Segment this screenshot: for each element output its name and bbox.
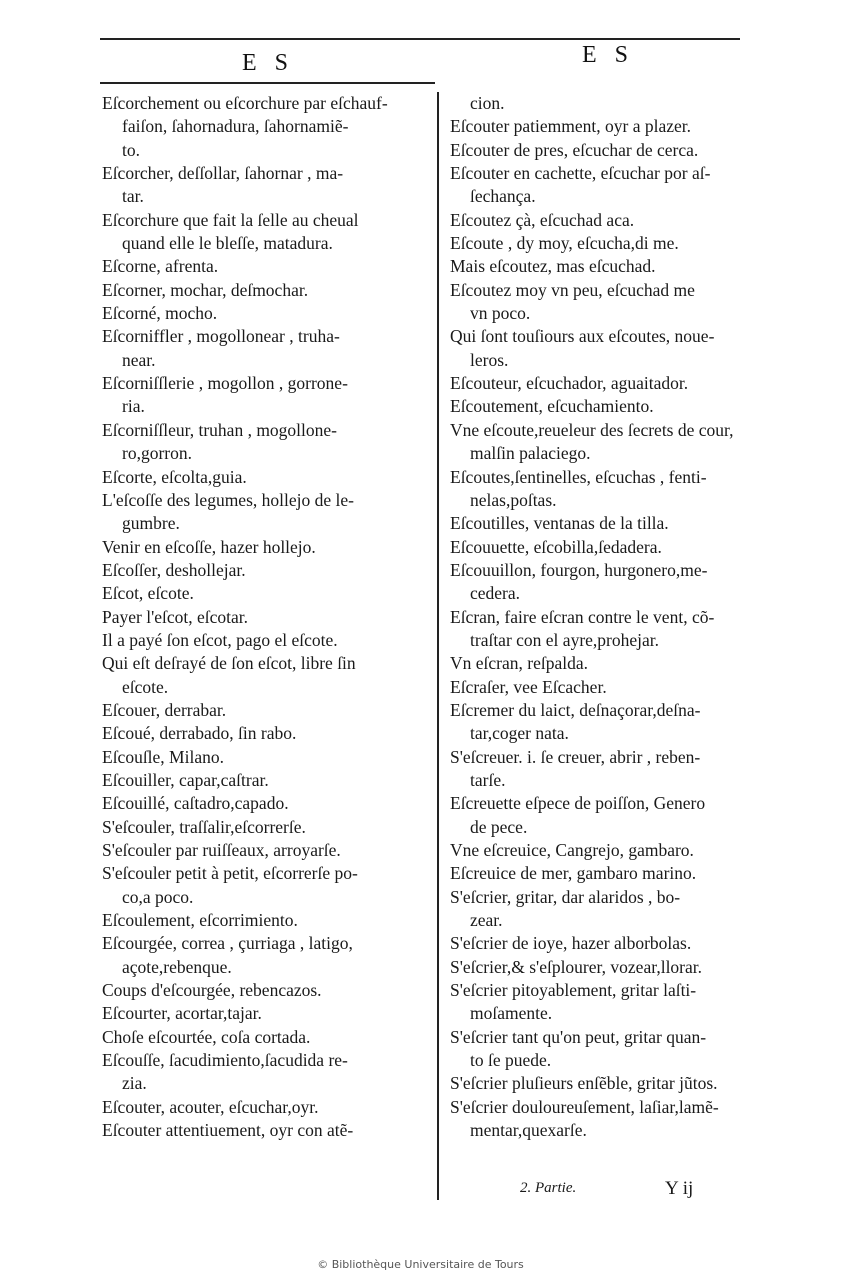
entry-line: Eſcoutez çà, eſcuchad aca. <box>450 209 635 230</box>
entry-line: tar. <box>122 186 144 207</box>
entry-line: Eſcreuette eſpece de poiſſon, Genero <box>450 793 706 814</box>
entry-line: co,a poco. <box>122 886 194 907</box>
column-divider <box>437 92 439 1200</box>
entry-line: Payer l'eſcot, eſcotar. <box>102 606 249 627</box>
entry-line: moſamente. <box>470 1003 553 1024</box>
top-rule <box>100 38 740 40</box>
entry-line: Eſcouter patiemment, oyr a plazer. <box>450 116 692 137</box>
entry-line: leros. <box>470 349 509 370</box>
entry-line: Eſcreuice de mer, gambaro marino. <box>450 863 697 884</box>
entry-line: Qui ſont touſiours aux eſcoutes, noue- <box>450 326 715 347</box>
entry-line: Il a payé ſon eſcot, pago el eſcote. <box>102 629 338 650</box>
entry-line: Eſcorte, eſcolta,guia. <box>102 466 247 487</box>
entry-line: ro,gorron. <box>122 443 192 464</box>
entry-line: Eſcoſſer, deshollejar. <box>102 559 246 580</box>
entry-line: açote,rebenque. <box>122 956 232 977</box>
entry-line: Vne eſcoute,reueleur des ſecrets de cour, <box>450 419 734 440</box>
entry-line: Eſcorniffler , mogollonear , truha- <box>102 326 340 347</box>
running-head-right: E S <box>582 42 635 68</box>
entry-line: Eſcourgée, correa , çurriaga , latigo, <box>102 933 353 954</box>
entry-line: Eſcouteur, eſcuchador, aguaitador. <box>450 373 689 394</box>
entry-line: S'eſcrier douloureuſement, laſiar,lamẽ- <box>450 1096 719 1117</box>
entry-line: Eſcoutement, eſcuchamiento. <box>450 396 654 417</box>
entry-line: malſin palaciego. <box>470 443 591 464</box>
entry-line: Eſcorchement ou eſcorchure par eſchauf- <box>102 93 388 113</box>
entry-line: tarſe. <box>470 769 506 790</box>
entry-line: de pece. <box>470 816 528 837</box>
entry-line: S'eſcouler par ruiſſeaux, arroyarſe. <box>102 840 341 860</box>
entry-line: to ſe puede. <box>470 1050 552 1071</box>
entry-line: Eſcoute , dy moy, eſcucha,di me. <box>450 233 679 254</box>
entry-line: ſechança. <box>470 186 536 207</box>
entry-line: gumbre. <box>122 513 180 534</box>
entry-line: S'eſcrier, gritar, dar alaridos , bo- <box>450 886 681 907</box>
entry-line: tar,coger nata. <box>470 723 569 744</box>
entry-line: S'eſcrier pluſieurs enſẽble, gritar jũtos. <box>450 1073 718 1094</box>
entry-line: S'eſcrier pitoyablement, gritar laſti- <box>450 980 697 1001</box>
entry-line: Eſcremer du laict, deſnaçorar,deſna- <box>450 699 701 720</box>
entry-line: Eſcorner, mochar, deſmochar. <box>102 279 309 300</box>
entry-line: cedera. <box>470 583 521 604</box>
entry-line: S'eſcrier de ioye, hazer alborbolas. <box>450 933 692 954</box>
entry-line: Eſcoutilles, ventanas de la tilla. <box>450 513 669 534</box>
entry-line: near. <box>122 349 156 370</box>
entry-line: Eſcouter, acouter, eſcuchar,oyr. <box>102 1096 319 1117</box>
entry-line: Qui eſt deſrayé de ſon eſcot, libre ſin <box>102 653 356 674</box>
entry-line: Eſcouer, derrabar. <box>102 699 227 720</box>
entry-line: Mais eſcoutez, mas eſcuchad. <box>450 256 656 277</box>
entry-line: vn poco. <box>470 303 531 324</box>
right-column <box>450 92 772 1142</box>
running-head-left: E S <box>242 50 295 76</box>
entry-line: Eſcoulement, eſcorrimiento. <box>102 910 298 931</box>
entry-line: Eſcorné, mocho. <box>102 303 218 324</box>
entry-line: Choſe eſcourtée, coſa cortada. <box>102 1026 311 1047</box>
entry-line: zia. <box>122 1073 147 1094</box>
entry-line: Eſcoutez moy vn peu, eſcuchad me <box>450 279 695 300</box>
entry-line: S'eſcouler, traſſalir,eſcorrerſe. <box>102 816 306 837</box>
gathering-mark: Y ij <box>665 1178 694 1199</box>
entry-line: Eſcouiller, capar,caſtrar. <box>102 769 269 790</box>
entry-line: Eſcorniſſlerie , mogollon , gorrone- <box>102 373 348 394</box>
entry-line: Eſcouuillon, fourgon, hurgonero,me- <box>450 559 708 580</box>
entry-line: nelas,poſtas. <box>470 489 557 510</box>
entry-line: Eſcorchure que fait la ſelle au cheual <box>102 209 359 230</box>
entry-line: Eſcraſer, vee Eſcacher. <box>450 676 607 697</box>
entry-line: Vne eſcreuice, Cangrejo, gambaro. <box>450 840 694 860</box>
entry-line: Eſcoué, derrabado, ſin rabo. <box>102 723 297 744</box>
entry-line: Eſcot, eſcote. <box>102 583 194 604</box>
entry-line: zear. <box>470 910 503 931</box>
entry-line: Eſcorne, afrenta. <box>102 256 219 277</box>
entry-line: Eſcouſle, Milano. <box>102 746 224 767</box>
entry-line: Eſcouillé, caſtadro,capado. <box>102 793 289 814</box>
entry-line: ria. <box>122 396 145 417</box>
entry-line: to. <box>122 139 140 160</box>
entry-line: S'eſcrier,& s'eſplourer, vozear,llorar. <box>450 956 703 977</box>
entry-line: mentar,quexarſe. <box>470 1120 587 1141</box>
entry-line: Eſcouter attentiuement, oyr con atẽ- <box>102 1120 354 1141</box>
library-credit: © Bibliothèque Universitaire de Tours <box>317 1258 524 1271</box>
entry-line: eſcote. <box>122 676 169 697</box>
entry-line: Eſcorniſſleur, truhan , mogollone- <box>102 419 338 440</box>
entry-line: cion. <box>470 93 505 113</box>
entry-line: Eſcran, faire eſcran contre le vent, cõ- <box>450 606 715 627</box>
head-rule-left <box>100 82 435 84</box>
entry-line: Eſcorcher, deſſollar, ſahornar , ma- <box>102 163 344 184</box>
entry-line: Eſcourter, acortar,tajar. <box>102 1003 262 1024</box>
entry-line: Vn eſcran, reſpalda. <box>450 653 588 674</box>
entry-line: Venir en eſcoſſe, hazer hollejo. <box>102 536 316 557</box>
entry-line: Eſcouter de pres, eſcuchar de cerca. <box>450 139 699 160</box>
entry-line: traſtar con el ayre,prohejar. <box>470 629 659 650</box>
entry-line: S'eſcrier tant qu'on peut, gritar quan- <box>450 1026 707 1047</box>
entry-line: Eſcouter en cachette, eſcuchar por aſ- <box>450 163 711 184</box>
entry-line: Eſcouuette, eſcobilla,ſedadera. <box>450 536 662 557</box>
entry-line: faiſon, ſahornadura, ſahornamiẽ- <box>122 116 349 137</box>
entry-line: L'eſcoſſe des legumes, hollejo de le- <box>102 489 354 510</box>
entry-line: S'eſcreuer. i. ſe creuer, abrir , reben- <box>450 746 701 767</box>
entry-line: Coups d'eſcourgée, rebencazos. <box>102 980 322 1001</box>
entry-line: S'eſcouler petit à petit, eſcorrerſe po- <box>102 863 358 884</box>
left-column <box>102 92 420 1142</box>
entry-line: Eſcouſſe, ſacudimiento,ſacudida re- <box>102 1050 348 1071</box>
signature-mark: 2. Partie. <box>520 1180 577 1196</box>
entry-line: quand elle le bleſſe, matadura. <box>122 233 333 254</box>
entry-line: Eſcoutes,ſentinelles, eſcuchas , fenti- <box>450 466 707 487</box>
